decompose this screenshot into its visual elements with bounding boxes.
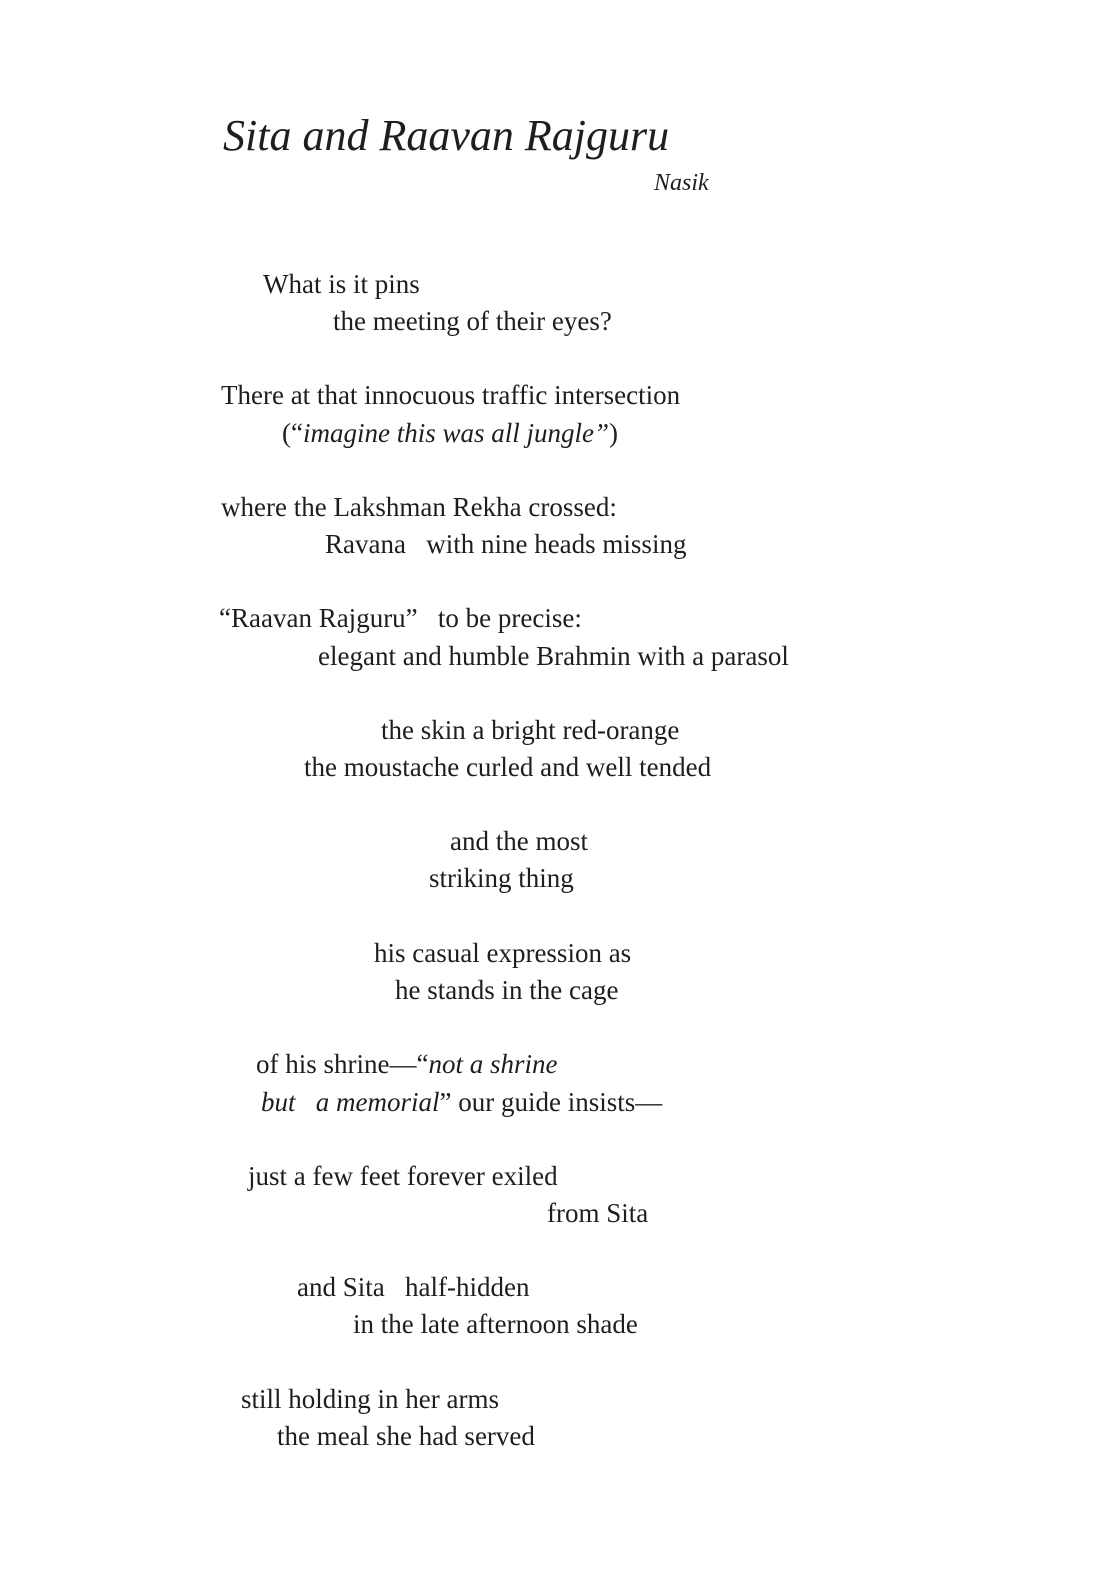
poem-line	[282, 417, 618, 449]
poem-line	[256, 1048, 557, 1080]
poem-line: What is it pins	[263, 269, 420, 299]
poem-line: and Sita half-hidden	[297, 1272, 530, 1302]
poem-line-part: not a shrine	[428, 1049, 558, 1079]
poem-line: his casual expression as	[374, 938, 632, 968]
poem-line: the meal she had served	[277, 1421, 535, 1451]
poem-line: where the Lakshman Rekha crossed:	[221, 492, 617, 522]
poem-line: still holding in her arms	[241, 1384, 499, 1414]
poem-line: striking thing	[429, 863, 574, 893]
poem-line: the moustache curled and well tended	[304, 752, 712, 782]
poem-line: Ravana with nine heads missing	[325, 529, 687, 559]
poem-line-part: imagine this was all jungle”	[302, 418, 610, 448]
poem-line: he stands in the cage	[395, 975, 619, 1005]
poem-line-part: ” our guide insists—	[439, 1087, 663, 1117]
poem-line: in the late afternoon shade	[353, 1309, 638, 1339]
poem-place: Nasik	[654, 170, 709, 196]
poem-line: just a few feet forever exiled	[248, 1161, 558, 1191]
poem-line: the skin a bright red-orange	[381, 715, 680, 745]
poem-line	[261, 1086, 662, 1118]
poem-line: “Raavan Rajguru” to be precise:	[219, 603, 582, 633]
poem-line: and the most	[450, 826, 588, 856]
poem-line-part: (“	[282, 418, 303, 448]
poem-line: the meeting of their eyes?	[333, 306, 612, 336]
poem-line: elegant and humble Brahmin with a parasol	[318, 641, 789, 671]
poem-line: There at that innocuous traffic intersection	[221, 380, 681, 410]
poem-line: from Sita	[547, 1198, 649, 1228]
poem-line-part: but a memorial	[261, 1087, 440, 1117]
poem-line-part: of his shrine—“	[256, 1049, 429, 1079]
poem-title: Sita and Raavan Rajguru	[223, 111, 670, 160]
poem-line-part: )	[609, 418, 619, 448]
